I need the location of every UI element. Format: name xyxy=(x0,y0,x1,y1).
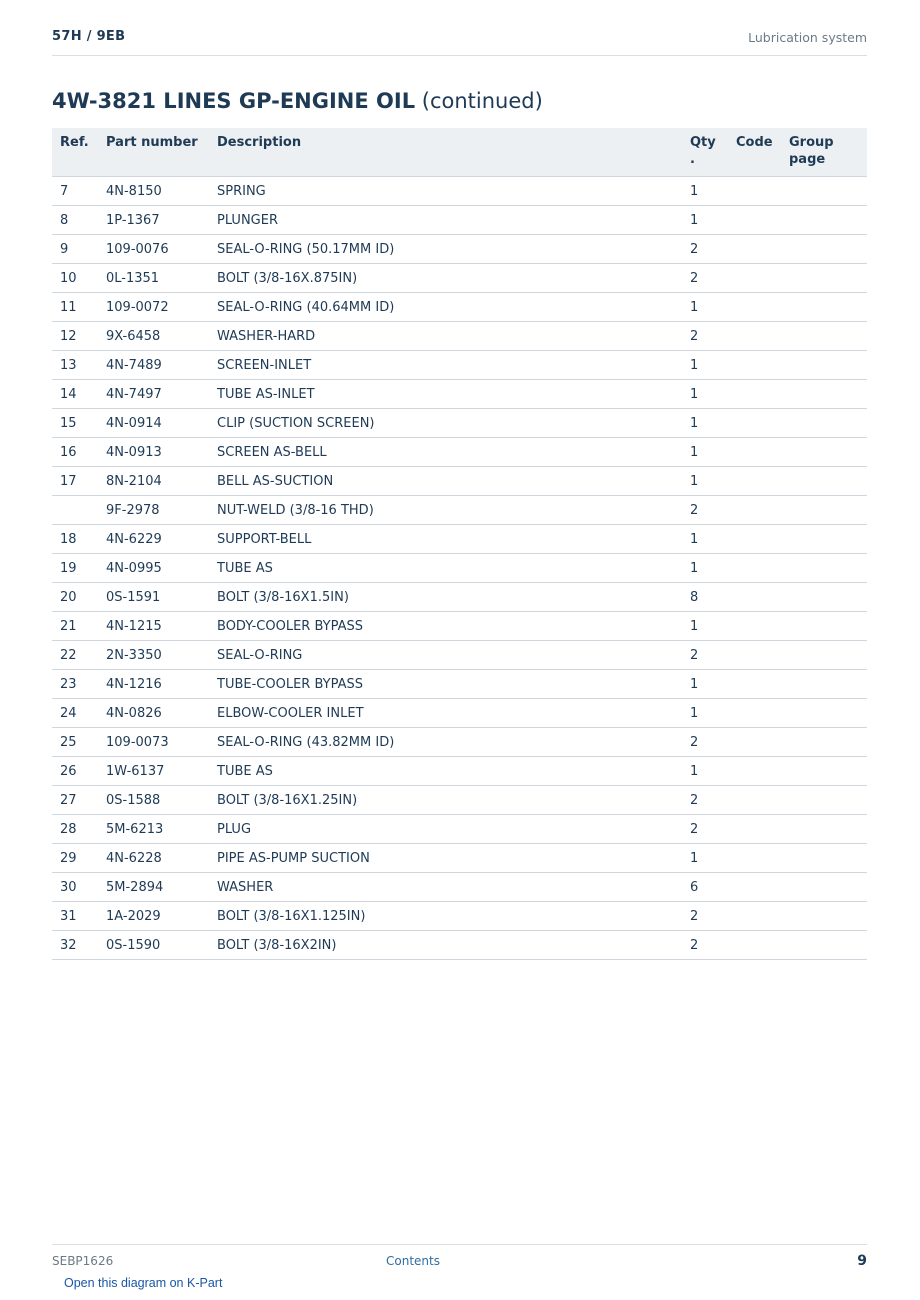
section-name: Lubrication system xyxy=(748,30,867,45)
table-row xyxy=(52,409,867,438)
part-number-cell: 4N-0913 xyxy=(98,438,209,467)
table-row xyxy=(52,728,867,757)
code-cell xyxy=(728,351,781,380)
qty-header-line1: Qty xyxy=(690,135,716,150)
table-row xyxy=(52,206,867,235)
table-row xyxy=(52,815,867,844)
code-cell xyxy=(728,815,781,844)
page-footer xyxy=(52,1244,867,1269)
page-title xyxy=(52,89,543,113)
qty-cell: 1 xyxy=(682,351,728,380)
description-cell: PLUNGER xyxy=(209,206,682,235)
part-number-cell: 5M-2894 xyxy=(98,873,209,902)
group-page-cell xyxy=(781,583,867,612)
table-row xyxy=(52,931,867,960)
qty-cell: 8 xyxy=(682,583,728,612)
part-number-cell: 4N-1215 xyxy=(98,612,209,641)
ref-cell: 8 xyxy=(52,206,98,235)
table-row xyxy=(52,235,867,264)
page-number: 9 xyxy=(857,1253,867,1269)
qty-cell: 1 xyxy=(682,438,728,467)
description-cell: SCREEN-INLET xyxy=(209,351,682,380)
part-number-cell: 4N-7497 xyxy=(98,380,209,409)
qty-cell: 2 xyxy=(682,902,728,931)
qty-cell: 6 xyxy=(682,873,728,902)
description-cell: PIPE AS-PUMP SUCTION xyxy=(209,844,682,873)
code-cell xyxy=(728,438,781,467)
ref-cell: 32 xyxy=(52,931,98,960)
description-cell: BOLT (3/8-16X1.5IN) xyxy=(209,583,682,612)
group-page-cell xyxy=(781,844,867,873)
group-header-line2: page xyxy=(789,152,826,167)
part-number-cell: 4N-0914 xyxy=(98,409,209,438)
description-cell: CLIP (SUCTION SCREEN) xyxy=(209,409,682,438)
group-header-line1: Group xyxy=(789,135,834,150)
code-cell xyxy=(728,844,781,873)
table-row xyxy=(52,757,867,786)
description-cell: SPRING xyxy=(209,177,682,206)
code-cell xyxy=(728,699,781,728)
table-row xyxy=(52,264,867,293)
model-code: 57H / 9EB xyxy=(52,29,126,44)
group-page-cell xyxy=(781,728,867,757)
ref-cell: 12 xyxy=(52,322,98,351)
ref-cell: 29 xyxy=(52,844,98,873)
qty-cell: 2 xyxy=(682,235,728,264)
description-cell: ELBOW-COOLER INLET xyxy=(209,699,682,728)
part-number-cell: 8N-2104 xyxy=(98,467,209,496)
column-header-code: Code xyxy=(728,128,781,177)
title-suffix: (continued) xyxy=(421,89,543,113)
title-main: 4W-3821 LINES GP-ENGINE OIL xyxy=(52,89,416,113)
group-page-cell xyxy=(781,699,867,728)
ref-cell: 18 xyxy=(52,525,98,554)
group-page-cell xyxy=(781,902,867,931)
parts-table-body xyxy=(52,177,867,960)
qty-cell: 1 xyxy=(682,525,728,554)
group-page-cell xyxy=(781,757,867,786)
description-cell: PLUG xyxy=(209,815,682,844)
code-cell xyxy=(728,728,781,757)
qty-cell: 1 xyxy=(682,670,728,699)
code-cell xyxy=(728,670,781,699)
table-row xyxy=(52,177,867,206)
description-cell: SEAL-O-RING (43.82MM ID) xyxy=(209,728,682,757)
qty-cell: 1 xyxy=(682,293,728,322)
qty-cell: 2 xyxy=(682,728,728,757)
ref-cell: 19 xyxy=(52,554,98,583)
ref-cell: 14 xyxy=(52,380,98,409)
group-page-cell xyxy=(781,467,867,496)
ref-cell: 13 xyxy=(52,351,98,380)
table-row xyxy=(52,612,867,641)
description-cell: BOLT (3/8-16X1.25IN) xyxy=(209,786,682,815)
qty-cell: 2 xyxy=(682,786,728,815)
table-row xyxy=(52,525,867,554)
code-cell xyxy=(728,177,781,206)
ref-cell: 9 xyxy=(52,235,98,264)
code-cell xyxy=(728,786,781,815)
group-page-cell xyxy=(781,322,867,351)
code-cell xyxy=(728,467,781,496)
code-cell xyxy=(728,206,781,235)
qty-cell: 1 xyxy=(682,206,728,235)
table-row xyxy=(52,873,867,902)
code-cell xyxy=(728,293,781,322)
description-cell: NUT-WELD (3/8-16 THD) xyxy=(209,496,682,525)
code-cell xyxy=(728,757,781,786)
table-row xyxy=(52,554,867,583)
column-header-qty xyxy=(682,128,728,177)
group-page-cell xyxy=(781,264,867,293)
qty-cell: 1 xyxy=(682,380,728,409)
part-number-cell: 1A-2029 xyxy=(98,902,209,931)
code-cell xyxy=(728,554,781,583)
ref-cell: 20 xyxy=(52,583,98,612)
ref-cell: 16 xyxy=(52,438,98,467)
ref-cell: 15 xyxy=(52,409,98,438)
ref-cell: 24 xyxy=(52,699,98,728)
qty-cell: 2 xyxy=(682,931,728,960)
qty-cell: 1 xyxy=(682,699,728,728)
part-number-cell: 0S-1590 xyxy=(98,931,209,960)
qty-cell: 2 xyxy=(682,496,728,525)
group-page-cell xyxy=(781,438,867,467)
qty-cell: 2 xyxy=(682,641,728,670)
description-cell: WASHER xyxy=(209,873,682,902)
document-id: SEBP1626 xyxy=(52,1254,114,1268)
ref-cell: 10 xyxy=(52,264,98,293)
table-row xyxy=(52,583,867,612)
group-page-cell xyxy=(781,931,867,960)
qty-cell: 2 xyxy=(682,815,728,844)
ref-cell: 11 xyxy=(52,293,98,322)
group-page-cell xyxy=(781,293,867,322)
part-number-cell: 4N-0826 xyxy=(98,699,209,728)
open-diagram-link[interactable]: Open this diagram on K-Part xyxy=(64,1276,223,1290)
ref-cell: 30 xyxy=(52,873,98,902)
code-cell xyxy=(728,902,781,931)
column-header-part-number: Part number xyxy=(98,128,209,177)
code-cell xyxy=(728,583,781,612)
code-cell xyxy=(728,235,781,264)
description-cell: TUBE AS xyxy=(209,554,682,583)
part-number-cell: 4N-6229 xyxy=(98,525,209,554)
description-cell: BOLT (3/8-16X.875IN) xyxy=(209,264,682,293)
group-page-cell xyxy=(781,873,867,902)
part-number-cell: 4N-7489 xyxy=(98,351,209,380)
part-number-cell: 4N-6228 xyxy=(98,844,209,873)
qty-cell: 1 xyxy=(682,844,728,873)
description-cell: TUBE AS xyxy=(209,757,682,786)
table-row xyxy=(52,380,867,409)
description-cell: SEAL-O-RING xyxy=(209,641,682,670)
ref-cell: 7 xyxy=(52,177,98,206)
table-row xyxy=(52,438,867,467)
part-number-cell: 109-0072 xyxy=(98,293,209,322)
ref-cell: 31 xyxy=(52,902,98,931)
description-cell: TUBE AS-INLET xyxy=(209,380,682,409)
code-cell xyxy=(728,873,781,902)
description-cell: TUBE-COOLER BYPASS xyxy=(209,670,682,699)
column-header-ref: Ref. xyxy=(52,128,98,177)
description-cell: BOLT (3/8-16X1.125IN) xyxy=(209,902,682,931)
table-row xyxy=(52,786,867,815)
group-page-cell xyxy=(781,786,867,815)
group-page-cell xyxy=(781,235,867,264)
ref-cell: 28 xyxy=(52,815,98,844)
contents-link[interactable]: Contents xyxy=(386,1254,440,1268)
code-cell xyxy=(728,264,781,293)
qty-cell: 1 xyxy=(682,409,728,438)
table-row xyxy=(52,699,867,728)
column-header-group-page xyxy=(781,128,867,177)
table-row xyxy=(52,351,867,380)
part-number-cell: 1P-1367 xyxy=(98,206,209,235)
group-page-cell xyxy=(781,206,867,235)
description-cell: BELL AS-SUCTION xyxy=(209,467,682,496)
ref-cell: 25 xyxy=(52,728,98,757)
code-cell xyxy=(728,380,781,409)
qty-cell: 1 xyxy=(682,177,728,206)
table-row xyxy=(52,496,867,525)
table-row xyxy=(52,322,867,351)
group-page-cell xyxy=(781,525,867,554)
ref-cell: 22 xyxy=(52,641,98,670)
table-row xyxy=(52,670,867,699)
part-number-cell: 109-0073 xyxy=(98,728,209,757)
table-row xyxy=(52,641,867,670)
table-row xyxy=(52,844,867,873)
part-number-cell: 4N-8150 xyxy=(98,177,209,206)
qty-cell: 2 xyxy=(682,264,728,293)
group-page-cell xyxy=(781,554,867,583)
code-cell xyxy=(728,525,781,554)
code-cell xyxy=(728,496,781,525)
description-cell: SCREEN AS-BELL xyxy=(209,438,682,467)
table-row xyxy=(52,902,867,931)
part-number-cell: 4N-1216 xyxy=(98,670,209,699)
description-cell: BOLT (3/8-16X2IN) xyxy=(209,931,682,960)
description-cell: SEAL-O-RING (50.17MM ID) xyxy=(209,235,682,264)
group-page-cell xyxy=(781,380,867,409)
description-cell: SUPPORT-BELL xyxy=(209,525,682,554)
qty-cell: 1 xyxy=(682,467,728,496)
ref-cell: 21 xyxy=(52,612,98,641)
part-number-cell: 5M-6213 xyxy=(98,815,209,844)
group-page-cell xyxy=(781,351,867,380)
group-page-cell xyxy=(781,177,867,206)
part-number-cell: 0S-1588 xyxy=(98,786,209,815)
group-page-cell xyxy=(781,641,867,670)
part-number-cell: 0L-1351 xyxy=(98,264,209,293)
ref-cell: 26 xyxy=(52,757,98,786)
ref-cell: 23 xyxy=(52,670,98,699)
code-cell xyxy=(728,322,781,351)
part-number-cell: 4N-0995 xyxy=(98,554,209,583)
qty-cell: 1 xyxy=(682,554,728,583)
ref-cell: 27 xyxy=(52,786,98,815)
part-number-cell: 9F-2978 xyxy=(98,496,209,525)
qty-header-line2: . xyxy=(690,152,695,167)
column-header-description: Description xyxy=(209,128,682,177)
part-number-cell: 9X-6458 xyxy=(98,322,209,351)
description-cell: SEAL-O-RING (40.64MM ID) xyxy=(209,293,682,322)
group-page-cell xyxy=(781,612,867,641)
code-cell xyxy=(728,641,781,670)
part-number-cell: 2N-3350 xyxy=(98,641,209,670)
code-cell xyxy=(728,612,781,641)
table-row xyxy=(52,467,867,496)
page-header xyxy=(52,29,867,56)
qty-cell: 1 xyxy=(682,612,728,641)
description-cell: BODY-COOLER BYPASS xyxy=(209,612,682,641)
group-page-cell xyxy=(781,670,867,699)
part-number-cell: 109-0076 xyxy=(98,235,209,264)
ref-cell: 17 xyxy=(52,467,98,496)
group-page-cell xyxy=(781,409,867,438)
part-number-cell: 1W-6137 xyxy=(98,757,209,786)
description-cell: WASHER-HARD xyxy=(209,322,682,351)
group-page-cell xyxy=(781,815,867,844)
table-row xyxy=(52,293,867,322)
code-cell xyxy=(728,409,781,438)
code-cell xyxy=(728,931,781,960)
table-header-row xyxy=(52,128,867,177)
group-page-cell xyxy=(781,496,867,525)
parts-table xyxy=(52,128,867,960)
ref-cell xyxy=(52,496,98,525)
qty-cell: 2 xyxy=(682,322,728,351)
qty-cell: 1 xyxy=(682,757,728,786)
part-number-cell: 0S-1591 xyxy=(98,583,209,612)
